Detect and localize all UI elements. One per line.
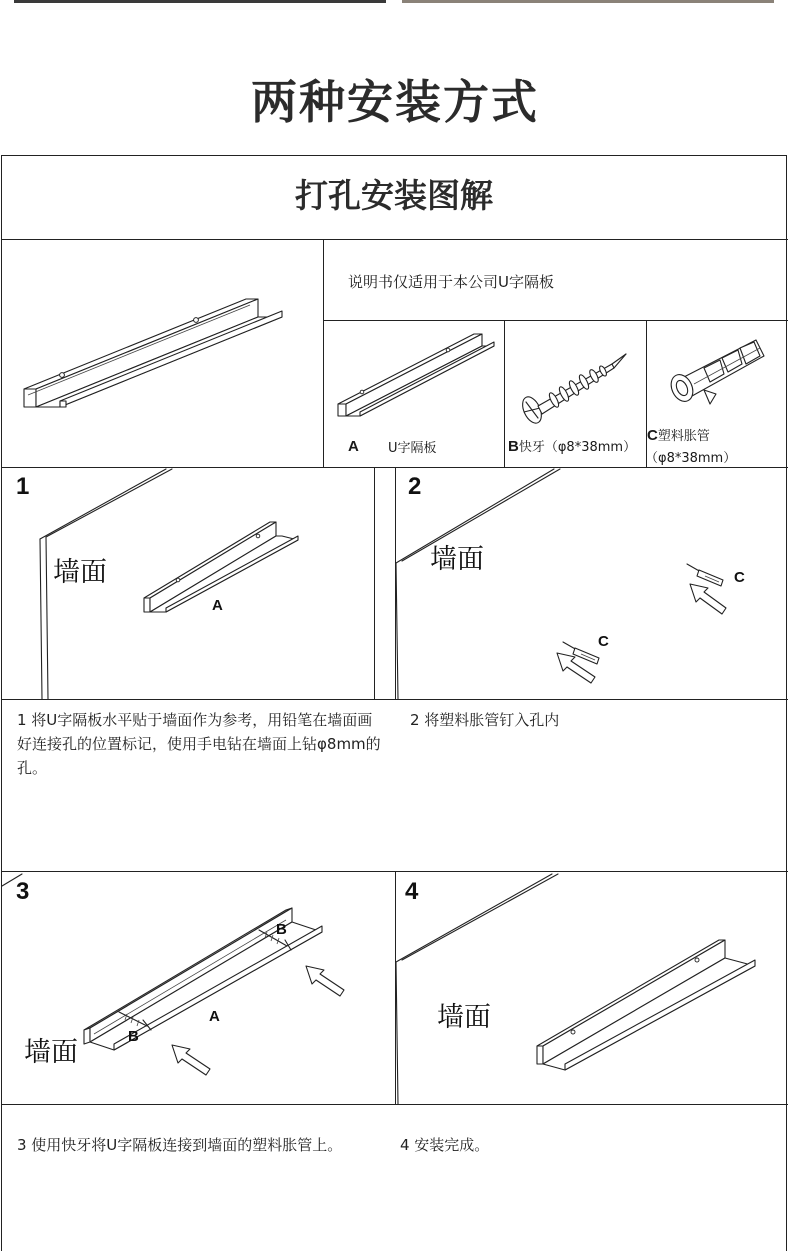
u-shelf-icon xyxy=(336,332,496,427)
applicability-note: 说明书仅适用于本公司U字隔板 xyxy=(348,273,554,291)
part-a-letter: A xyxy=(348,438,359,455)
step-3-callout-a: A xyxy=(209,1008,220,1025)
part-c-letter: C xyxy=(647,427,658,444)
step-4-wall-label: 墙面 xyxy=(437,1002,491,1033)
part-c-spec: （φ8*38mm） xyxy=(645,451,737,466)
u-shelf-icon xyxy=(535,936,760,1086)
step-2-number: 2 xyxy=(408,473,422,500)
step-2-callout-c-upper: C xyxy=(734,569,745,586)
section-title: 打孔安装图解 xyxy=(295,176,493,215)
arrow-icon xyxy=(170,1043,214,1077)
divider xyxy=(646,320,647,467)
wall-edge-illustration xyxy=(394,467,564,699)
step-2-callout-c-lower: C xyxy=(598,633,609,650)
part-c-caption xyxy=(647,425,710,444)
step-4-number: 4 xyxy=(405,878,419,905)
step-3-callout-b-lower: B xyxy=(128,1028,139,1045)
divider xyxy=(323,320,788,321)
step-3-number: 3 xyxy=(16,878,30,905)
part-b-name: 快牙 xyxy=(518,440,545,455)
part-a-caption xyxy=(348,436,359,455)
part-a-name: U字隔板 xyxy=(388,441,437,456)
step-2-description: 2 将塑料胀管钉入孔内 xyxy=(410,711,560,729)
divider xyxy=(504,320,505,467)
top-photo-strip-left xyxy=(14,0,386,3)
wall-edge-illustration xyxy=(2,872,22,892)
divider xyxy=(2,239,788,240)
step-2-wall-label: 墙面 xyxy=(430,544,484,575)
wall-anchor-icon xyxy=(664,334,774,414)
step-1-description: 1 将U字隔板水平贴于墙面作为参考，用铅笔在墙面画好连接孔的位置标记，使用手电钻在墙面上钻φ8mm的孔。 xyxy=(17,711,381,777)
step-3-description: 3 使用快牙将U字隔板连接到墙面的塑料胀管上。 xyxy=(17,1136,343,1154)
divider xyxy=(323,239,324,467)
step-1-wall-label: 墙面 xyxy=(53,557,107,588)
divider xyxy=(374,467,375,699)
part-b-caption xyxy=(508,436,636,455)
divider xyxy=(2,1104,788,1105)
step-3-wall-label: 墙面 xyxy=(24,1037,78,1068)
page-title: 两种安装方式 xyxy=(251,75,539,129)
arrow-icon xyxy=(555,651,599,685)
top-photo-strip-right xyxy=(402,0,774,3)
step-1-callout-a: A xyxy=(212,597,223,614)
screw-icon xyxy=(512,350,632,430)
divider xyxy=(2,699,788,700)
step-1-number: 1 xyxy=(16,473,30,500)
u-shelf-icon xyxy=(20,295,270,425)
step-3-callout-b-upper: B xyxy=(276,921,287,938)
part-b-spec: （φ8*38mm） xyxy=(544,440,637,455)
part-b-letter: B xyxy=(508,438,519,455)
step-4-description: 4 安装完成。 xyxy=(400,1136,490,1154)
part-c-name: 塑料胀管 xyxy=(657,429,710,444)
arrow-icon xyxy=(304,964,348,998)
arrow-icon xyxy=(688,582,730,616)
